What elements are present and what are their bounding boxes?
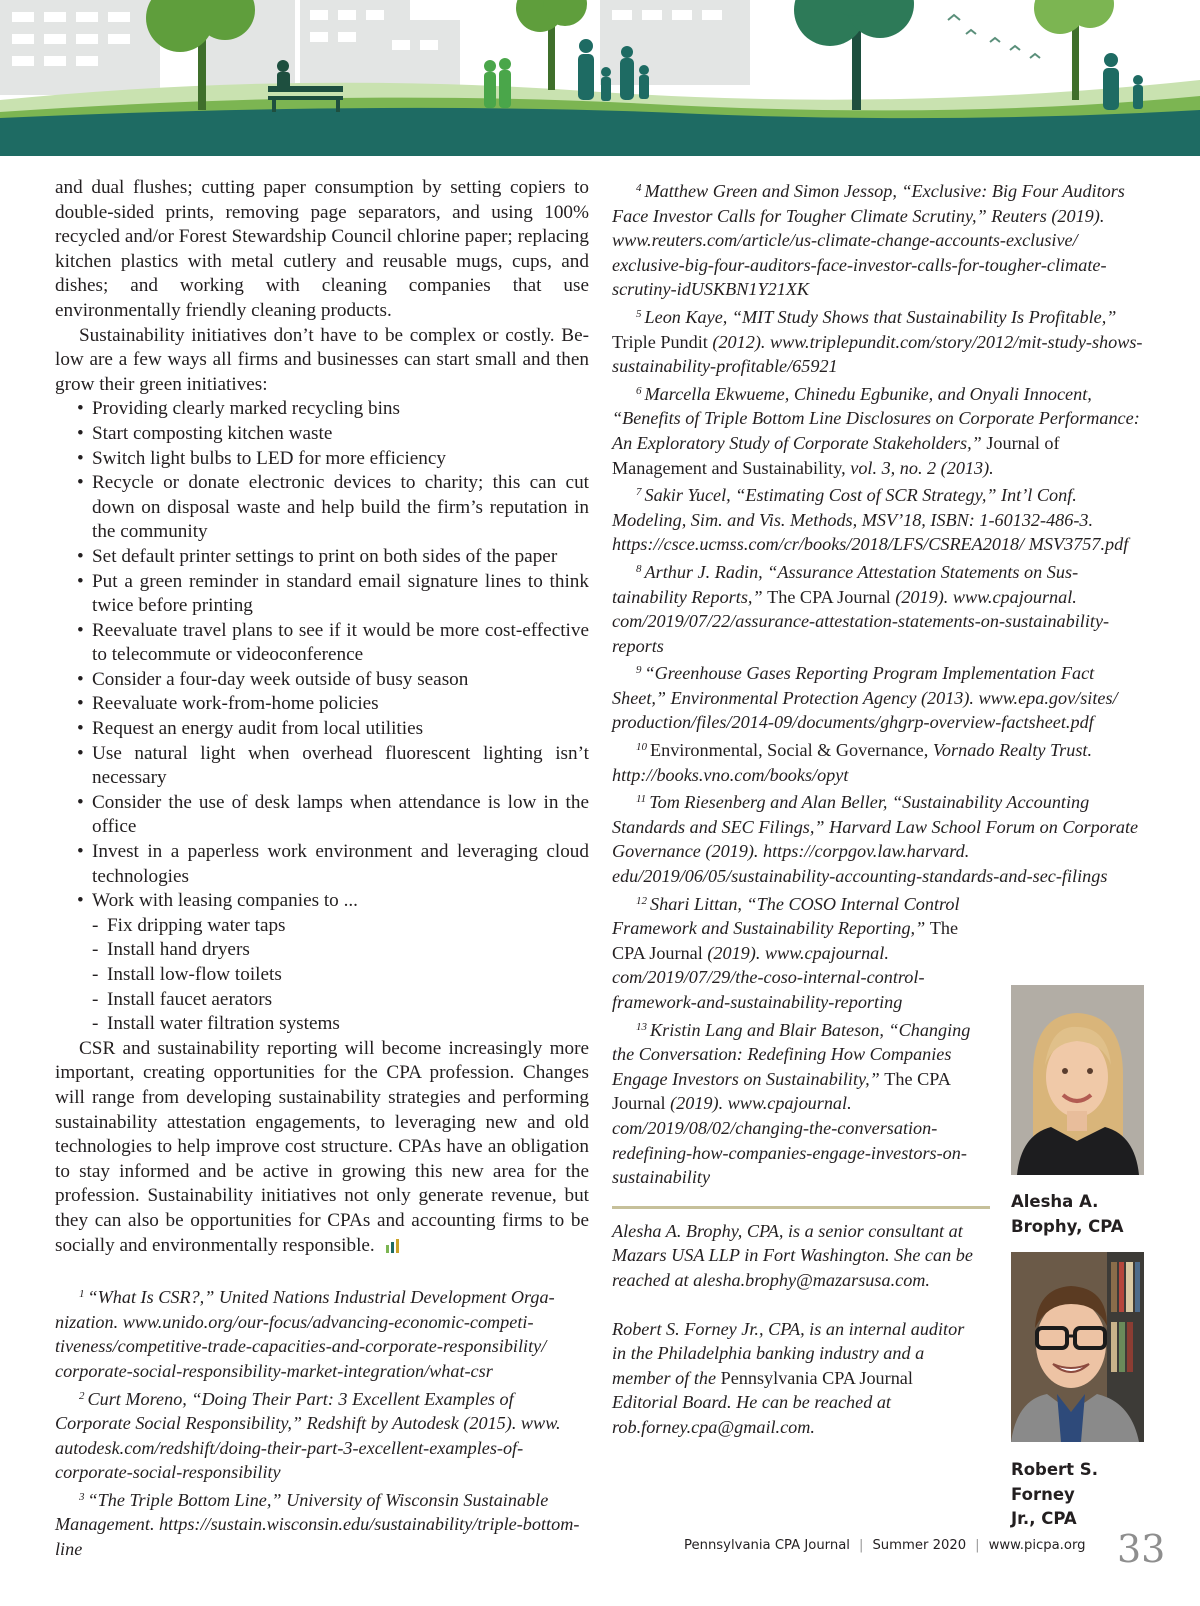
footnote: $^8$ Arthur J. Radin, “Assurance Attestation Statements on Sustainability Reports,” The CPA Journal (2019). www.cpajournal. com/2019/07/22/assurance-attestation-statements-on-sustainability-reports [612,561,1110,656]
footer-separator: | [858,1538,864,1553]
page-footer [684,1538,1086,1553]
left-column [55,176,589,1562]
list-item: • Put a green reminder in standard email signature lines to think twice before printing [77,570,589,617]
initiatives-list [55,397,589,913]
bio-brophy: Alesha A. Brophy, CPA, is a senior consultant at Mazars USA LLP in Fort Washington. She can be reached at alesha.brophy@mazarsusa.com. [612,1220,973,1290]
footnote: $^4$ Matthew Green and Simon Jessop, “Exclusive: Big Four Auditors Face Investor Calls for Tougher Climate Scrutiny,” Reuters (2019). www.reuters.com/article/us-climate-change-accounts-exclusive/ exclusive-big-four-auditors-face-investor-calls-for-tougher-climate-scrutiny-idUSKBN1Y21XK [612,181,1125,300]
sub-list-item: - Install faucet aerators [92,988,273,1010]
footnote: $^{13}$ Kristin Lang and Blair Bateson, “Changing the Conversation: Redefining How Companies Engage Investors on Sustainability,” The CPA Journal (2019). www.cpajournal. com/2019/08/02/changing-the-conversation-redefining-how-companies-engage-investors-on-sustainability [612,1019,971,1188]
footnote: $^5$ Leon Kaye, “MIT Study Shows that Sustainability Is Profitable,” Triple Pundit (2012). www.triplepundit.com/story/2012/mit-study-shows-sustainability-profitable/65921 [612,306,1143,377]
list-item: • Use natural light when overhead fluorescent lighting isn’t necessary [77,742,589,789]
author-photo-brophy [1011,985,1144,1175]
footnote: $^1$ “What Is CSR?,” United Nations Industrial Development Organization. www.unido.org/our-focus/advancing-economic-competitiveness/competitive-trade-capacities-and-corporate-responsibility/ corporate-social-responsibility-market-integration/what-csr [55,1287,555,1381]
sub-list-item: - Install hand dryers [92,939,250,961]
list-item: • Switch light bulbs to LED for more efficiency [77,447,447,469]
footnote: $^{10}$ Environmental, Social & Governance, Vornado Realty Trust. http://books.vno.com/books/opyt [612,740,1092,785]
list-item: • Consider a four-day week outside of busy season [77,668,469,690]
list-item: • Reevaluate work-from-home policies [77,693,379,715]
list-item: • Request an energy audit from local utilities [77,718,424,740]
body-paragraph-3: CSR and sustainability reporting will become increasingly more important, creating opportunities for the CPA profession. Changes will range from developing sustainability strategies and performing sustainability attestation engagements, to leveraging new and old technologies to help improve cost structure. CPAs have an obligation to stay informed and be active in growing this new area for the profession. Sustainability initiatives not only generate revenue, but they can also be opportunities for CPAs and accounting firms to be socially and environmentally responsible. [55,1037,589,1256]
leasing-sublist [55,914,589,1037]
footnote: $^9$ “Greenhouse Gases Reporting Program Implementation Fact Sheet,” Environmental Protection Agency (2013). www.epa.gov/sites/ production/files/2014-09/documents/ghgrp-overview-factsheet.pdf [612,663,1118,733]
list-item: • Consider the use of desk lamps when attendance is low in the office [77,791,589,838]
footnote: $^7$ Sakir Yucel, “Estimating Cost of SCR Strategy,” Int’l Conf. Modeling, Sim. and Vis. Methods, MSV’18, ISBN: 1-60132-486-3. https://csce.ucmss.com/cr/books/2018/LFS/CSREA2018/ MSV3757.pdf [612,485,1129,555]
author-photo-forney [1011,1252,1144,1442]
footer-separator: | [975,1538,980,1553]
sub-list-item: - Install water filtration systems [92,1013,340,1035]
right-column [612,176,1146,1440]
list-item: • Reevaluate travel plans to see if it would be more cost-effective to telecommute or videoconference [77,619,589,666]
sub-list-item: - Fix dripping water taps [92,914,286,936]
footnote: $^6$ Marcella Ekwueme, Chinedu Egbunike, and Onyali Innocent, “Benefits of Triple Bottom Line Disclosures on Corporate Performance: An Exploratory Study of Corporate Stakeholders,” Journal of Management and Sustainability, vol. 3, no. 2 (2013). [612,383,1140,478]
body-paragraph-2: Sustainability initiatives don’t have to be complex or costly. Below are a few ways all firms and businesses can start small and then grow their green initiatives: [55,324,589,395]
list-item: • Invest in a paperless work environment and leveraging cloud technologies [77,841,589,887]
page-number: 33 [1117,1527,1166,1571]
caption-brophy: Alesha A. Brophy, CPA [1011,1192,1124,1236]
list-item: • Set default printer settings to print on both sides of the paper [77,545,558,567]
sub-list-item: - Install low-flow toilets [92,964,282,985]
list-item: • Start composting kitchen waste [77,422,333,444]
bio-forney: Robert S. Forney Jr., CPA, is an internal auditor in the Philadelphia banking industry and a member of the Pennsylvania CPA Journal Editorial Board. He can be reached at rob.forney.cpa@gmail.com. [612,1318,965,1437]
caption-forney: Robert S. Forney Jr., CPA [1011,1460,1098,1529]
list-item: • Recycle or donate electronic devices to charity; this can cut down on disposal waste and help build the firm’s reputation in the community [77,472,589,543]
footnotes-left [55,1282,589,1562]
end-of-article-icon [385,1239,401,1253]
list-item: • Work with leasing companies to ... [77,890,358,912]
body-paragraph-1: and dual flushes; cutting paper consumption by setting copiers to double-sided prints, removing page separators, and using 100% recycled and/or Forest Stewardship Council chlorine paper; replacing kitchen plastics with metal cutlery and reusable mugs, cups, and dishes; and working with cleaning companies that use environmentally friendly cleaning products. [55,177,589,321]
footnote: $^{12}$ Shari Littan, “The COSO Internal Control Framework and Sustainability Reporting,” The CPA Journal (2019). www.cpajournal. com/2019/07/29/the-coso-internal-control-framework-and-sustainability-reporting [612,893,960,1012]
footer-website: www.picpa.org [988,1538,1086,1553]
footnote: $^3$ “The Triple Bottom Line,” University of Wisconsin Sustainable Management. https://sustain.wisconsin.edu/sustainability/triple-bottom-line [55,1489,580,1560]
footnote: $^2$ Curt Moreno, “Doing Their Part: 3 Excellent Examples of Corporate Social Responsibility,” Redshift by Autodesk (2015). www. autodesk.com/redshift/doing-their-part-3-excellent-examples-of-corporate-social-responsibility [55,1388,561,1483]
bio-divider [612,1206,990,1209]
footnote: $^{11}$ Tom Riesenberg and Alan Beller, “Sustainability Accounting Standards and SEC Filings,” Harvard Law School Forum on Corporate Governance (2019). https://corpgov.law.harvard. edu/2019/06/05/sustainability-accounting-standards-and-sec-filings [612,792,1139,887]
footer-issue: Summer 2020 [872,1538,967,1553]
park-banner-illustration [0,0,1200,156]
list-item: • Providing clearly marked recycling bins [77,398,400,420]
footer-journal: Pennsylvania CPA Journal [684,1538,850,1553]
